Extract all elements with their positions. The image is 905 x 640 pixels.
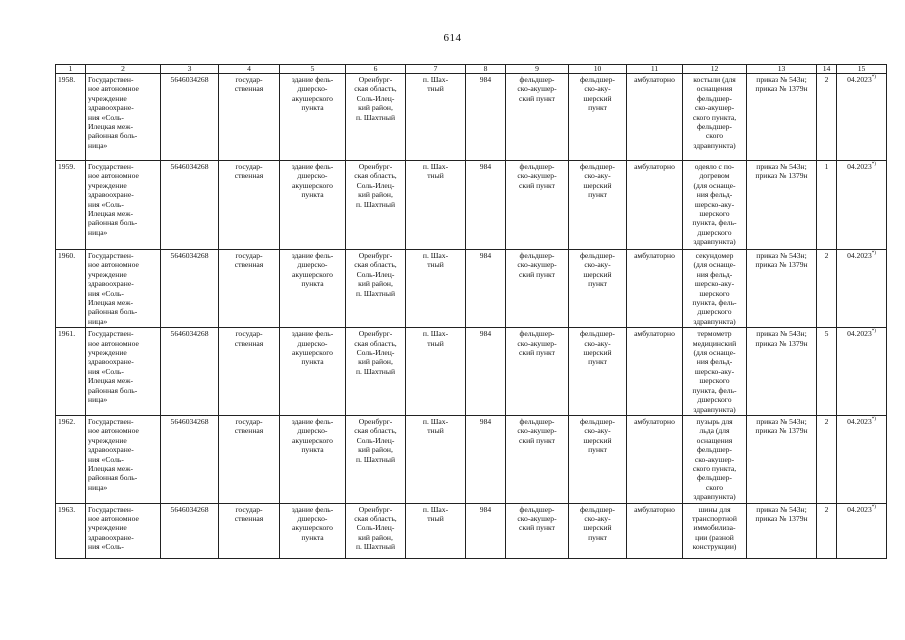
subdivision-cell: фельдшер- ско-акушер- ский пункт (506, 74, 569, 161)
code-cell: 984 (466, 161, 506, 250)
subdivision-type-cell: фельдшер- ско-аку- шерский пункт (569, 250, 627, 328)
ownership-form-cell: государ- ственная (219, 74, 280, 161)
footnote-mark: *) (871, 162, 876, 167)
table-body (56, 74, 887, 559)
footnote-mark: *) (871, 504, 876, 510)
row-number-cell: 1959. (56, 161, 86, 250)
quantity-cell: 1 (817, 161, 837, 250)
subdivision-type-cell: фельдшер- ско-аку- шерский пункт (569, 503, 627, 558)
page-number: 614 (443, 32, 462, 44)
locality-cell: п. Шах- тный (406, 250, 466, 328)
building-type-cell: здание фель- дшерско- акушерского пункта (280, 74, 346, 161)
order-reference-cell: приказ № 543н; приказ № 1379н (747, 74, 817, 161)
equipment-item-cell: пузырь для льда (для оснащения фельдшер- ско-акушер- ского пункта, фельдшер- ского здравпункта) (683, 415, 747, 503)
date-value: 04.2023 (847, 329, 872, 339)
deadline-date-cell (837, 161, 887, 250)
date-value: 04.2023 (847, 504, 872, 514)
header-row (56, 65, 887, 74)
footnote-mark: *) (871, 251, 876, 256)
inn-code-cell: 5646034268 (161, 503, 219, 558)
equipment-item-cell: термометр медицинский (для оснаще- ния фельд- шерско-аку- шерского пункта, фель- дшерского здравпункта) (683, 328, 747, 416)
locality-cell: п. Шах- тный (406, 74, 466, 161)
equipment-item-cell: костыли (для оснащения фельдшер- ско-акушер- ского пункта, фельдшер- ского здравпункта) (683, 74, 747, 161)
date-value: 04.2023 (847, 251, 872, 260)
ownership-form-cell: государ- ственная (219, 328, 280, 416)
order-reference-cell: приказ № 543н; приказ № 1379н (747, 415, 817, 503)
inn-code-cell: 5646034268 (161, 415, 219, 503)
quantity-cell: 2 (817, 415, 837, 503)
address-cell: Оренбург- ская область, Соль-Илец- кий район, п. Шахтный (346, 250, 406, 328)
column-header-1: 1 (56, 65, 86, 74)
subdivision-cell: фельдшер- ско-акушер- ский пункт (506, 250, 569, 328)
locality-cell: п. Шах- тный (406, 415, 466, 503)
care-type-cell: амбулаторно (627, 328, 683, 416)
deadline-date-cell (837, 415, 887, 503)
care-type-cell: амбулаторно (627, 161, 683, 250)
care-type-cell: амбулаторно (627, 503, 683, 558)
locality-cell: п. Шах- тный (406, 328, 466, 416)
subdivision-cell: фельдшер- ско-акушер- ский пункт (506, 415, 569, 503)
row-number-cell: 1962. (56, 415, 86, 503)
subdivision-cell: фельдшер- ско-акушер- ский пункт (506, 328, 569, 416)
care-type-cell: амбулаторно (627, 74, 683, 161)
table-row (56, 250, 887, 328)
equipment-item-cell: шины для транспортной иммобилиза- ции (разной конструкции) (683, 503, 747, 558)
deadline-date-cell (837, 503, 887, 558)
date-value: 04.2023 (847, 75, 872, 84)
column-header-2: 2 (86, 65, 161, 74)
code-cell: 984 (466, 74, 506, 161)
footnote-mark: *) (871, 416, 876, 422)
code-cell: 984 (466, 328, 506, 416)
table-row (56, 74, 887, 161)
deadline-date-cell (837, 328, 887, 416)
organization-name-cell: Государствен- ное автономное учреждение здравоохране- ния «Соль- Илецкая меж- районная боль- ница» (86, 328, 161, 416)
quantity-cell: 5 (817, 328, 837, 416)
subdivision-cell: фельдшер- ско-акушер- ский пункт (506, 161, 569, 250)
order-reference-cell: приказ № 543н; приказ № 1379н (747, 503, 817, 558)
quantity-cell: 2 (817, 74, 837, 161)
column-header-3: 3 (161, 65, 219, 74)
column-header-6: 6 (346, 65, 406, 74)
code-cell: 984 (466, 503, 506, 558)
inn-code-cell: 5646034268 (161, 328, 219, 416)
organization-name-cell: Государствен- ное автономное учреждение здравоохране- ния «Соль- Илецкая меж- районная боль- ница» (86, 161, 161, 250)
code-cell: 984 (466, 250, 506, 328)
equipment-table (55, 64, 887, 559)
building-type-cell: здание фель- дшерско- акушерского пункта (280, 161, 346, 250)
table-row (56, 415, 887, 503)
inn-code-cell: 5646034268 (161, 250, 219, 328)
column-header-11: 11 (627, 65, 683, 74)
locality-cell: п. Шах- тный (406, 503, 466, 558)
row-number-cell: 1963. (56, 503, 86, 558)
address-cell: Оренбург- ская область, Соль-Илец- кий район, п. Шахтный (346, 503, 406, 558)
column-header-4: 4 (219, 65, 280, 74)
subdivision-type-cell: фельдшер- ско-аку- шерский пункт (569, 161, 627, 250)
address-cell: Оренбург- ская область, Соль-Илец- кий район, п. Шахтный (346, 415, 406, 503)
quantity-cell: 2 (817, 503, 837, 558)
care-type-cell: амбулаторно (627, 250, 683, 328)
ownership-form-cell: государ- ственная (219, 503, 280, 558)
column-header-8: 8 (466, 65, 506, 74)
care-type-cell: амбулаторно (627, 415, 683, 503)
organization-name-cell: Государствен- ное автономное учреждение здравоохране- ния «Соль- (86, 503, 161, 558)
code-cell: 984 (466, 415, 506, 503)
table-row (56, 161, 887, 250)
ownership-form-cell: государ- ственная (219, 161, 280, 250)
address-cell: Оренбург- ская область, Соль-Илец- кий район, п. Шахтный (346, 328, 406, 416)
organization-name-cell: Государствен- ное автономное учреждение здравоохране- ния «Соль- Илецкая меж- районная боль- ница» (86, 250, 161, 328)
organization-name-cell: Государствен- ное автономное учреждение здравоохране- ния «Соль- Илецкая меж- районная боль- ница» (86, 74, 161, 161)
subdivision-type-cell: фельдшер- ско-аку- шерский пункт (569, 415, 627, 503)
date-value: 04.2023 (847, 162, 872, 171)
date-value: 04.2023 (847, 416, 872, 426)
footnote-mark: *) (871, 329, 876, 335)
inn-code-cell: 5646034268 (161, 161, 219, 250)
column-header-12: 12 (683, 65, 747, 74)
quantity-cell: 2 (817, 250, 837, 328)
building-type-cell: здание фель- дшерско- акушерского пункта (280, 250, 346, 328)
deadline-date-cell (837, 250, 887, 328)
row-number-cell: 1961. (56, 328, 86, 416)
organization-name-cell: Государствен- ное автономное учреждение здравоохране- ния «Соль- Илецкая меж- районная боль- ница» (86, 415, 161, 503)
address-cell: Оренбург- ская область, Соль-Илец- кий район, п. Шахтный (346, 74, 406, 161)
order-reference-cell: приказ № 543н; приказ № 1379н (747, 328, 817, 416)
locality-cell: п. Шах- тный (406, 161, 466, 250)
column-header-13: 13 (747, 65, 817, 74)
column-header-15: 15 (837, 65, 887, 74)
table-row (56, 328, 887, 416)
footnote-mark: *) (871, 75, 876, 80)
column-header-14: 14 (817, 65, 837, 74)
inn-code-cell: 5646034268 (161, 74, 219, 161)
building-type-cell: здание фель- дшерско- акушерского пункта (280, 415, 346, 503)
deadline-date-cell (837, 74, 887, 161)
ownership-form-cell: государ- ственная (219, 415, 280, 503)
subdivision-cell: фельдшер- ско-акушер- ский пункт (506, 503, 569, 558)
order-reference-cell: приказ № 543н; приказ № 1379н (747, 161, 817, 250)
equipment-item-cell: секундомер (для оснаще- ния фельд- шерско-аку- шерского пункта, фель- дшерского здравпункта) (683, 250, 747, 328)
building-type-cell: здание фель- дшерско- акушерского пункта (280, 328, 346, 416)
subdivision-type-cell: фельдшер- ско-аку- шерский пункт (569, 328, 627, 416)
ownership-form-cell: государ- ственная (219, 250, 280, 328)
column-header-9: 9 (506, 65, 569, 74)
table-row (56, 503, 887, 558)
building-type-cell: здание фель- дшерско- акушерского пункта (280, 503, 346, 558)
row-number-cell: 1960. (56, 250, 86, 328)
row-number-cell: 1958. (56, 74, 86, 161)
subdivision-type-cell: фельдшер- ско-аку- шерский пункт (569, 74, 627, 161)
column-header-7: 7 (406, 65, 466, 74)
column-header-10: 10 (569, 65, 627, 74)
order-reference-cell: приказ № 543н; приказ № 1379н (747, 250, 817, 328)
address-cell: Оренбург- ская область, Соль-Илец- кий район, п. Шахтный (346, 161, 406, 250)
column-header-5: 5 (280, 65, 346, 74)
equipment-item-cell: одеяло с по- догревом (для оснаще- ния фельд- шерско-аку- шерского пункта, фель- дшерского здравпункта) (683, 161, 747, 250)
